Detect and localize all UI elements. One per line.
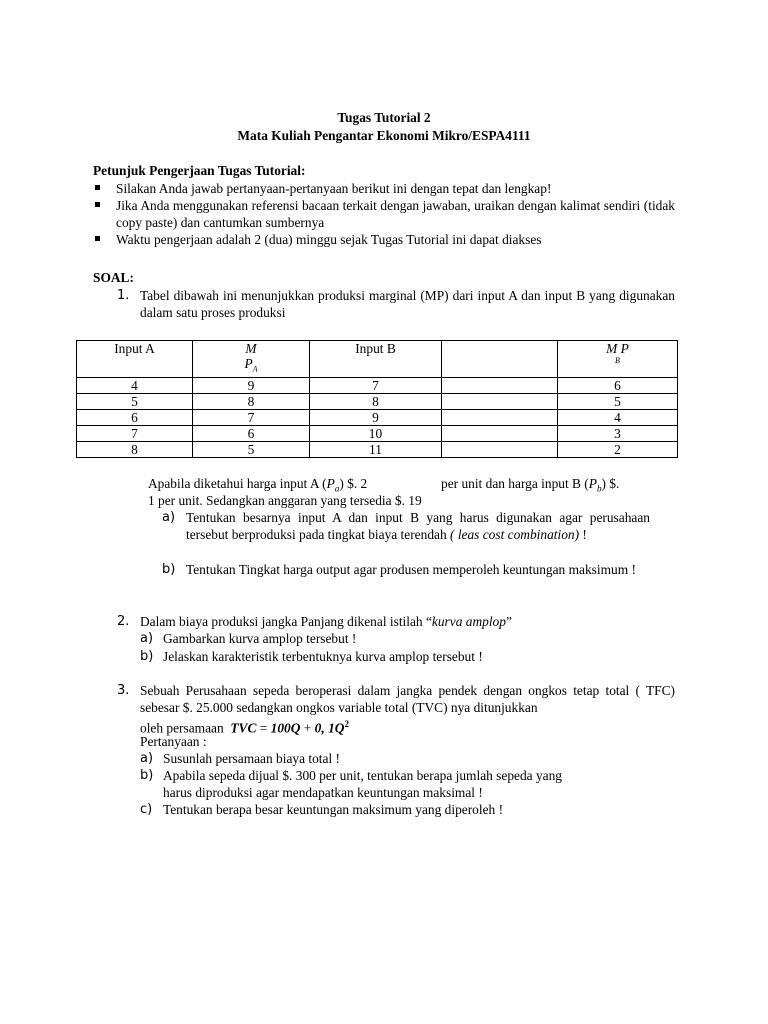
q1-note-pb: P (588, 476, 597, 491)
table-cell: 3 (558, 425, 678, 441)
header-mpa-sub: A (252, 364, 258, 374)
table-cell: 9 (310, 409, 442, 425)
q3-number: 3. (117, 683, 130, 698)
q3-c-text: Tentukan berapa besar keuntungan maksimum yang diperoleh ! (163, 802, 504, 817)
q2-text-italic: kurva amplop (431, 614, 506, 629)
q1-note-pa: P (326, 476, 335, 491)
table-row (77, 393, 678, 409)
q3-c-label: c) (140, 802, 153, 817)
instructions-heading: Petunjuk Pengerjaan Tugas Tutorial: (93, 163, 306, 178)
table-row (77, 377, 678, 393)
page-title: Tugas Tutorial 2 (337, 110, 431, 125)
q3-b-text-2: harus diproduksi agar mendapatkan keuntungan maksimal ! (163, 785, 483, 800)
q3-formula-prefix: oleh persamaan (140, 720, 224, 736)
q2-a-text: Gambarkan kurva amplop tersebut ! (163, 631, 357, 646)
table-cell (442, 409, 558, 425)
table-cell: 8 (310, 393, 442, 409)
table-row (77, 409, 678, 425)
q1-a-text (186, 509, 650, 543)
bullet-icon (95, 185, 100, 190)
q3-formula-term1: 100Q (270, 720, 301, 736)
q2-text-main: Dalam biaya produksi jangka Panjang dikenal istilah “ (140, 614, 432, 629)
table-cell: 8 (77, 441, 193, 457)
table-cell: 7 (193, 409, 310, 425)
q3-formula-lhs: TVC (230, 720, 257, 736)
header-input-b: Input B (310, 341, 442, 378)
header-mpa-m: M (245, 341, 257, 356)
q3-formula-plus: + (300, 720, 315, 736)
q1-text: Tabel dibawah ini menunjukkan produksi marginal (MP) dari input A dan input B yang digunakan dalam satu proses produksi (140, 288, 675, 320)
table-cell: 5 (558, 393, 678, 409)
mp-table (76, 340, 678, 458)
q2-b-label: b) (140, 649, 154, 664)
table-cell (442, 377, 558, 393)
table-cell (442, 425, 558, 441)
table-cell: 5 (193, 441, 310, 457)
q3-formula-sup: 2 (344, 719, 349, 729)
header-mpb-mp: M P (606, 341, 629, 356)
q2-b-text: Jelaskan karakteristik terbentuknya kurva amplop tersebut ! (163, 649, 483, 664)
table-cell (442, 441, 558, 457)
table-cell: 7 (310, 377, 442, 393)
q1-note-price-a: ) $. 2 (339, 476, 368, 491)
instruction-text: Jika Anda menggunakan referensi bacaan terkait dengan jawaban, uraikan dengan kalimat sendiri (tidak copy paste) dan cantumkan sumbernya (116, 198, 675, 230)
q1-note-price-b: ) $. (601, 476, 620, 491)
q1-b-label: b) (162, 562, 176, 577)
q3-b-label: b) (140, 768, 154, 783)
table-cell: 7 (77, 425, 193, 441)
q1-a-text-end: ! (579, 527, 587, 542)
course-subtitle: Mata Kuliah Pengantar Ekonomi Mikro/ESPA4111 (237, 128, 531, 143)
table-cell: 4 (558, 409, 678, 425)
table-cell: 6 (77, 409, 193, 425)
table-cell: 10 (310, 425, 442, 441)
q2-text-end: ” (505, 614, 512, 629)
table-cell: 8 (193, 393, 310, 409)
q1-number: 1. (117, 288, 130, 303)
q3-a-label: a) (140, 751, 154, 766)
q1-note-line1b (441, 475, 619, 498)
instruction-item (93, 180, 675, 197)
table-cell: 6 (193, 425, 310, 441)
table-cell: 9 (193, 377, 310, 393)
header-empty (442, 341, 558, 378)
header-mpb-sub: B (615, 356, 620, 365)
q2-a-label: a) (140, 631, 154, 646)
table-cell: 11 (310, 441, 442, 457)
table-row (77, 425, 678, 441)
q3-formula-term2: 0, 1Q (314, 720, 345, 736)
table-cell: 2 (558, 441, 678, 457)
table-header-row (77, 341, 678, 378)
header-mpb (558, 341, 678, 378)
q2-text (140, 613, 512, 630)
q1-a-text-italic: ( leas cost combination) (450, 527, 580, 542)
bullet-icon (95, 236, 100, 241)
table-cell (442, 393, 558, 409)
q1-note-line2: 1 per unit. Sedangkan anggaran yang tersedia $. 19 (148, 493, 422, 508)
table-row (77, 441, 678, 457)
table-cell: 6 (558, 377, 678, 393)
table-cell: 4 (77, 377, 193, 393)
header-mpa (193, 341, 310, 378)
q1-note-text-b: per unit dan harga input B ( (441, 476, 589, 491)
q3-b-text-1: Apabila sepeda dijual $. 300 per unit, tentukan berapa jumlah sepeda yang (163, 768, 562, 783)
instruction-text: Silakan Anda jawab pertanyaan-pertanyaan berikut ini dengan tepat dan lengkap! (116, 181, 552, 196)
q1-a-label: a) (162, 510, 176, 525)
q1-note-pa-sub: a (334, 483, 340, 494)
table-cell: 5 (77, 393, 193, 409)
instruction-item (93, 231, 675, 248)
q3-pertanyaan: Pertanyaan : (140, 734, 207, 749)
q3-text: Sebuah Perusahaan sepeda beroperasi dalam jangka pendek dengan ongkos tetap total ( TFC) sebesar $. 25.000 sedangkan ongkos variable total (TVC) nya ditunjukkan (140, 683, 675, 715)
q1-note-pb-sub: b (596, 483, 602, 494)
q3-a-text: Susunlah persamaan biaya total ! (163, 751, 341, 766)
q3-formula-eq: = (256, 720, 271, 736)
q1-a-text-main: Tentukan besarnya input A dan input B yang harus digunakan agar perusahaan tersebut berproduksi pada tingkat biaya terendah (186, 510, 650, 542)
soal-heading: SOAL: (93, 270, 134, 285)
instruction-text: Waktu pengerjaan adalah 2 (dua) minggu sejak Tugas Tutorial ini dapat diakses (116, 232, 542, 247)
q1-note-text: Apabila diketahui harga input A ( (148, 476, 327, 491)
q1-b-text: Tentukan Tingkat harga output agar produsen memperoleh keuntungan maksimum ! (186, 562, 636, 577)
bullet-icon (95, 202, 100, 207)
header-mpa-p: P (244, 356, 253, 371)
q2-number: 2. (117, 614, 130, 629)
instructions-list (93, 180, 675, 248)
instruction-item (93, 197, 675, 231)
header-input-a: Input A (77, 341, 193, 378)
